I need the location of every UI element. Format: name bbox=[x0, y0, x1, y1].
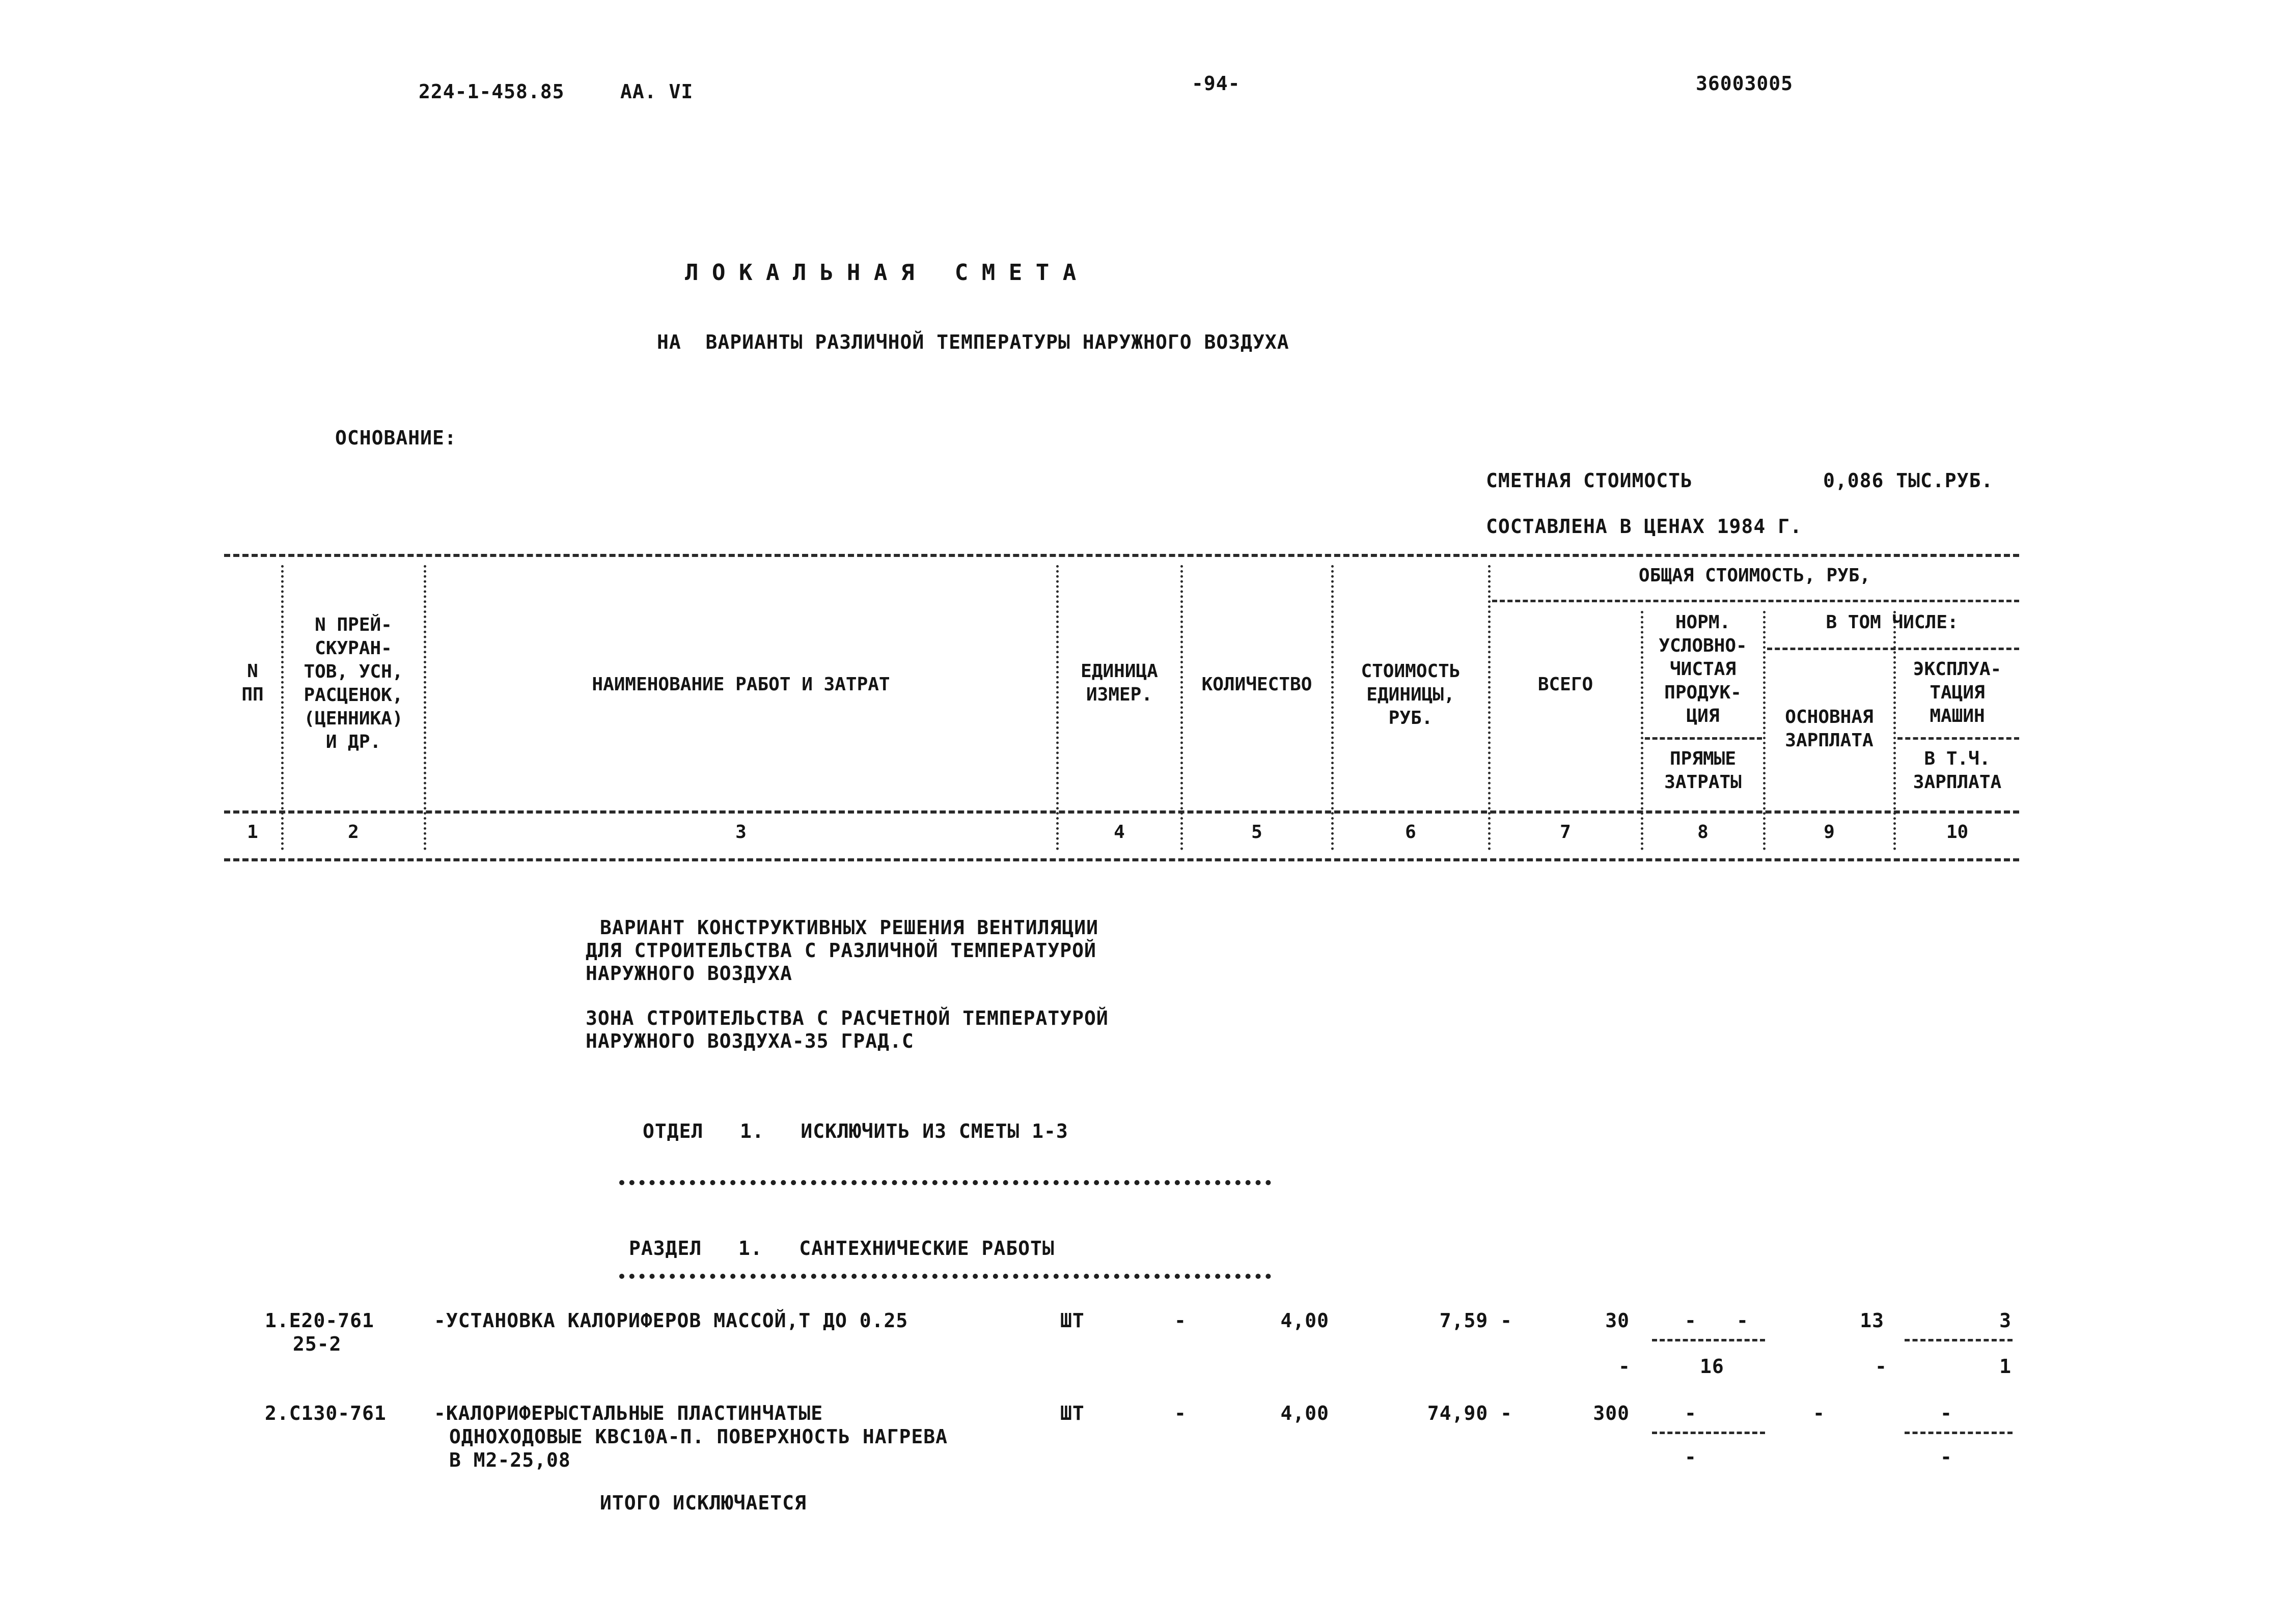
zone-line-1: ЗОНА СТРОИТЕЛЬСТВА С РАСЧЕТНОЙ ТЕМПЕРАТУРОЙ bbox=[586, 1007, 1109, 1029]
header-col1: N ПП bbox=[241, 661, 264, 705]
row1-col8-b: - bbox=[1737, 1309, 1749, 1332]
row1-unit: ШТ bbox=[1060, 1309, 1085, 1332]
estimated-cost-value: 0,086 ТЫС.РУБ. bbox=[1823, 469, 1994, 492]
row1-col8-a: - bbox=[1685, 1309, 1697, 1332]
col-number-9: 9 bbox=[1824, 822, 1835, 843]
row2-name-line2: ОДНОХОДОВЫЕ КВС10А-П. ПОВЕРХНОСТЬ НАГРЕВА bbox=[449, 1425, 948, 1448]
header-col7: ВСЕГО bbox=[1537, 674, 1593, 695]
table-top-rule bbox=[224, 554, 2019, 557]
row2-code: 2.С130-761 bbox=[265, 1402, 387, 1424]
header-col10-bottom: В Т.Ч. ЗАРПЛАТА bbox=[1913, 748, 2002, 793]
row1-col8-rule bbox=[1652, 1339, 1765, 1341]
document-title: Л О К А Л Ь Н А Я С М Е Т А bbox=[685, 260, 1077, 286]
prices-year: СОСТАВЛЕНА В ЦЕНАХ 1984 Г. bbox=[1486, 515, 1802, 538]
header-col2: N ПРЕЙ- СКУРАН- ТОВ, УСН, РАСЦЕНОК, (ЦЕННИКА) И ДР. bbox=[304, 614, 403, 752]
row2-total: 300 bbox=[1593, 1402, 1630, 1424]
row1-quantity: 4,00 bbox=[1280, 1309, 1329, 1332]
row1-col9: 13 bbox=[1860, 1309, 1884, 1332]
row2-unit-price: 74,90 - bbox=[1427, 1402, 1512, 1424]
row2-name-line3: В М2-25,08 bbox=[449, 1449, 571, 1471]
row1-sub-col8: 16 bbox=[1700, 1355, 1724, 1378]
table-header-bottom-rule bbox=[224, 810, 2019, 814]
row2-quantity: 4,00 bbox=[1280, 1402, 1329, 1424]
col-number-7: 7 bbox=[1560, 822, 1571, 843]
row1-sub-col9: - bbox=[1875, 1355, 1887, 1378]
variant-line-1: ВАРИАНТ КОНСТРУКТИВНЫХ РЕШЕНИЯ ВЕНТИЛЯЦИИ bbox=[600, 916, 1098, 939]
zone-line-2: НАРУЖНОГО ВОЗДУХА-35 ГРАД.С bbox=[586, 1030, 914, 1052]
col-sep-4 bbox=[1180, 565, 1183, 850]
row1-code2: 25-2 bbox=[293, 1333, 342, 1355]
header-total-cost: ОБЩАЯ СТОИМОСТЬ, РУБ, bbox=[1638, 565, 1871, 586]
document-subtitle: НА ВАРИАНТЫ РАЗЛИЧНОЙ ТЕМПЕРАТУРЫ НАРУЖНОГО ВОЗДУХА bbox=[657, 331, 1289, 353]
estimated-cost-label: СМЕТНАЯ СТОИМОСТЬ bbox=[1486, 469, 1693, 492]
row1-unit-price: 7,59 - bbox=[1439, 1309, 1512, 1332]
page-number: -94- bbox=[1192, 72, 1241, 95]
razdel-heading: РАЗДЕЛ 1. САНТЕХНИЧЕСКИЕ РАБОТЫ bbox=[629, 1237, 1055, 1259]
razdel-underline bbox=[619, 1274, 1271, 1279]
col-number-2: 2 bbox=[348, 822, 359, 843]
row2-col10: - bbox=[1940, 1402, 1952, 1424]
row2-col9: - bbox=[1813, 1402, 1825, 1424]
header-col8-top: НОРМ. УСЛОВНО- ЧИСТАЯ ПРОДУК- ЦИЯ bbox=[1659, 612, 1747, 726]
row1-sub-col7: - bbox=[1618, 1355, 1631, 1378]
row2-name-line1: -КАЛОРИФЕРЫСТАЛЬНЫЕ ПЛАСТИНЧАТЫЕ bbox=[434, 1402, 823, 1424]
header-col4: ЕДИНИЦА ИЗМЕР. bbox=[1081, 661, 1158, 705]
row2-col10-rule bbox=[1905, 1432, 2013, 1434]
col-number-6: 6 bbox=[1405, 822, 1416, 843]
col-number-3: 3 bbox=[735, 822, 747, 843]
row1-mark: - bbox=[1174, 1309, 1187, 1332]
col8-sub-rule bbox=[1645, 737, 1762, 740]
row2-col8: - bbox=[1685, 1402, 1697, 1424]
col-sep-3 bbox=[1056, 565, 1059, 850]
header-col5: КОЛИЧЕСТВО bbox=[1201, 674, 1312, 695]
row2-sub-col10: - bbox=[1940, 1446, 1952, 1468]
col10-sub-rule bbox=[1897, 737, 2019, 740]
row1-code: 1.Е20-761 bbox=[265, 1309, 374, 1332]
row1-total: 30 bbox=[1605, 1309, 1630, 1332]
otdel-underline bbox=[619, 1180, 1271, 1185]
total-cost-sub-rule bbox=[1492, 600, 2019, 602]
inventory-number: 36003005 bbox=[1696, 72, 1794, 95]
header-incl: В ТОМ ЧИСЛЕ: bbox=[1826, 612, 1959, 633]
otdel-heading: ОТДЕЛ 1. ИСКЛЮЧИТЬ ИЗ СМЕТЫ 1-3 bbox=[643, 1120, 1068, 1142]
row1-col10: 3 bbox=[1999, 1309, 2012, 1332]
col-number-1: 1 bbox=[247, 822, 258, 843]
row2-col8-rule bbox=[1652, 1432, 1765, 1434]
incl-sub-rule bbox=[1767, 648, 2019, 650]
column-numbers-bottom-rule bbox=[224, 858, 2019, 861]
col-sep-9 bbox=[1893, 611, 1896, 850]
header-col10-top: ЭКСПЛУА- ТАЦИЯ МАШИН bbox=[1913, 659, 2002, 726]
variant-line-2: ДЛЯ СТРОИТЕЛЬСТВА С РАЗЛИЧНОЙ ТЕМПЕРАТУРОЙ bbox=[586, 939, 1096, 962]
row1-sub-col10: 1 bbox=[1999, 1355, 2012, 1378]
col-number-8: 8 bbox=[1697, 822, 1709, 843]
col-number-10: 10 bbox=[1946, 822, 1969, 843]
itogo-label: ИТОГО ИСКЛЮЧАЕТСЯ bbox=[600, 1492, 807, 1514]
row1-col10-rule bbox=[1905, 1339, 2013, 1341]
header-col8-bottom: ПРЯМЫЕ ЗАТРАТЫ bbox=[1664, 748, 1742, 793]
row2-unit: ШТ bbox=[1060, 1402, 1085, 1424]
col-number-4: 4 bbox=[1114, 822, 1125, 843]
row2-mark: - bbox=[1174, 1402, 1187, 1424]
header-col9: ОСНОВНАЯ ЗАРПЛАТА bbox=[1785, 707, 1874, 751]
variant-line-3: НАРУЖНОГО ВОЗДУХА bbox=[586, 962, 792, 985]
header-col6: СТОИМОСТЬ ЕДИНИЦЫ, РУБ. bbox=[1361, 661, 1461, 729]
col-number-5: 5 bbox=[1251, 822, 1262, 843]
col-sep-6 bbox=[1488, 565, 1491, 850]
header-col3: НАИМЕНОВАНИЕ РАБОТ И ЗАТРАТ bbox=[592, 674, 890, 695]
album-label: АА. VI bbox=[620, 80, 694, 103]
row1-name: -УСТАНОВКА КАЛОРИФЕРОВ МАССОЙ,Т ДО 0.25 bbox=[434, 1309, 908, 1332]
basis-label: ОСНОВАНИЕ: bbox=[335, 427, 457, 449]
row2-sub-col8: - bbox=[1685, 1446, 1697, 1468]
col-sep-2 bbox=[424, 565, 426, 850]
document-code: 224-1-458.85 bbox=[419, 80, 565, 103]
